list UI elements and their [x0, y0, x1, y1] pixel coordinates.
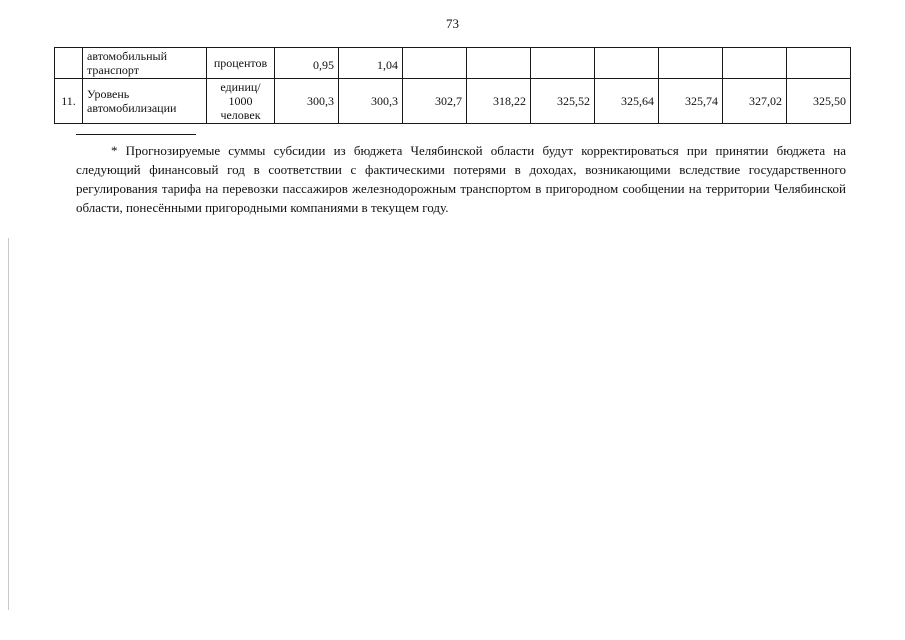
value-cell: 300,3	[275, 79, 339, 124]
indicators-table	[54, 47, 851, 124]
value-cell	[467, 48, 531, 79]
value-cell	[403, 48, 467, 79]
unit-cell: процентов	[207, 48, 275, 79]
value-cell	[595, 48, 659, 79]
value-cell	[723, 48, 787, 79]
value-cell: 325,74	[659, 79, 723, 124]
page-number: 73	[446, 16, 459, 31]
value-cell: 325,50	[787, 79, 851, 124]
value-cell: 318,22	[467, 79, 531, 124]
value-cell	[787, 48, 851, 79]
value-cell: 325,64	[595, 79, 659, 124]
value-cell: 0,95	[275, 48, 339, 79]
value-cell: 302,7	[403, 79, 467, 124]
row-number	[55, 48, 83, 79]
scan-artifact-line	[8, 238, 9, 610]
value-cell: 327,02	[723, 79, 787, 124]
value-cell: 1,04	[339, 48, 403, 79]
value-cell: 325,52	[531, 79, 595, 124]
unit-cell: единиц/ 1000 человек	[207, 79, 275, 124]
footnote-text: * Прогнозируемые суммы субсидии из бюджета Челябинской области будут корректироваться при принятии бюджета на следующий финансовый год в соответствии с фактическими потерями в доходах, возникающими вследствие государственного регулирования тарифа на перевозки пассажиров железнодорожным транспортом в пригородном сообщении на территории Челябинской области, понесёнными пригородными компаниями в текущем году.	[76, 143, 846, 215]
footnote-separator	[76, 134, 196, 135]
indicator-name: Уровень автомобилизации	[83, 79, 207, 124]
table-row	[55, 48, 851, 79]
value-cell	[531, 48, 595, 79]
row-number: 11.	[55, 79, 83, 124]
value-cell: 300,3	[339, 79, 403, 124]
indicator-name: автомобильный транспорт	[83, 48, 207, 79]
table-row	[55, 79, 851, 124]
value-cell	[659, 48, 723, 79]
